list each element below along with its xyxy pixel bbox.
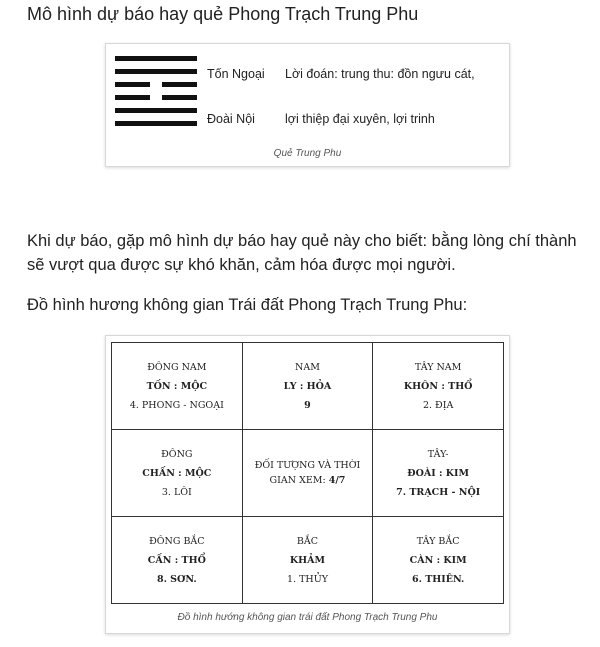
cell-trigram: KHÔN : THỔ [403, 380, 473, 392]
upper-trigram-label: Tốn Ngoại [207, 67, 265, 81]
prediction-text-line2: lợi thiệp đại xuyên, lợi trinh [285, 112, 435, 126]
center-text-line2 [243, 474, 373, 487]
cell-direction: TÂY- [427, 448, 449, 460]
figure-caption: Quẻ Trung Phu [273, 148, 342, 159]
cell-number: 6. THIÊN. [411, 573, 465, 585]
hexagram-icon [115, 56, 197, 134]
center-date: 4/7 [328, 475, 346, 486]
cell-southwest [373, 343, 504, 430]
cell-north [242, 517, 373, 604]
grid-row [112, 517, 504, 604]
cell-direction: ĐÔNG [161, 448, 193, 460]
paragraph-forecast: Khi dự báo, gặp mô hình dự báo hay quẻ này cho biết: bằng lòng chí thành sẽ vượt qua được sự khó khăn, cảm hóa được mọi người. [27, 232, 577, 274]
cell-direction: TÂY BẮC [416, 535, 460, 547]
cell-trigram: ĐOÀI : KIM [407, 467, 470, 479]
cell-trigram: TỐN : MỘC [146, 380, 208, 392]
page-heading: Mô hình dự báo hay quẻ Phong Trạch Trung Phu [27, 4, 419, 24]
cell-direction: ĐÔNG BẮC [149, 535, 205, 547]
solid-line [115, 69, 197, 74]
broken-line [115, 95, 197, 100]
prediction-text-line1: Lời đoán: trung thu: đồn ngưu cát, [285, 67, 475, 81]
lower-trigram-label: Đoài Nội [207, 112, 255, 126]
cell-center [242, 430, 373, 517]
grid-row [112, 343, 504, 430]
cell-east [112, 430, 243, 517]
cell-direction: TÂY NAM [414, 361, 462, 373]
direction-diagram-figure [105, 335, 510, 634]
cell-number: 2. ĐỊA [422, 399, 454, 411]
cell-northwest [373, 517, 504, 604]
cell-number: 3. LÔI [161, 486, 192, 498]
cell-west [373, 430, 504, 517]
center-label: GIAN XEM: [269, 475, 329, 486]
cell-trigram: LY : HỎA [283, 380, 332, 392]
cell-number: 1. THỦY [286, 573, 328, 585]
cell-number: 4. PHONG - NGOẠI [129, 399, 224, 411]
cell-southeast [112, 343, 243, 430]
hexagram-figure [105, 43, 510, 167]
cell-number: 9 [304, 399, 311, 411]
cell-direction: ĐÔNG NAM [147, 361, 207, 373]
paragraph-diagram-intro: Đồ hình hương không gian Trái đất Phong Trạch Trung Phu: [27, 296, 468, 314]
cell-number: 7. TRẠCH - NỘI [396, 486, 481, 498]
broken-line [115, 82, 197, 87]
cell-trigram: CHẤN : MỘC [142, 467, 212, 479]
cell-direction: NAM [295, 361, 320, 373]
solid-line [115, 121, 197, 126]
cell-south [242, 343, 373, 430]
cell-trigram: CÀN : KIM [409, 554, 467, 566]
cell-trigram: KHẢM [289, 554, 326, 566]
figure-caption: Đồ hình hướng không gian trái đất Phong Trạch Trung Phu [177, 612, 438, 623]
solid-line [115, 108, 197, 113]
cell-number: 8. SƠN. [156, 573, 197, 585]
cell-direction: BẮC [296, 535, 319, 547]
cell-northeast [112, 517, 243, 604]
solid-line [115, 56, 197, 61]
center-text-line1: ĐỐI TƯỢNG VÀ THỜI [254, 460, 361, 471]
grid-row [112, 430, 504, 517]
cell-trigram: CẤN : THỔ [147, 554, 206, 566]
direction-grid [111, 342, 504, 604]
